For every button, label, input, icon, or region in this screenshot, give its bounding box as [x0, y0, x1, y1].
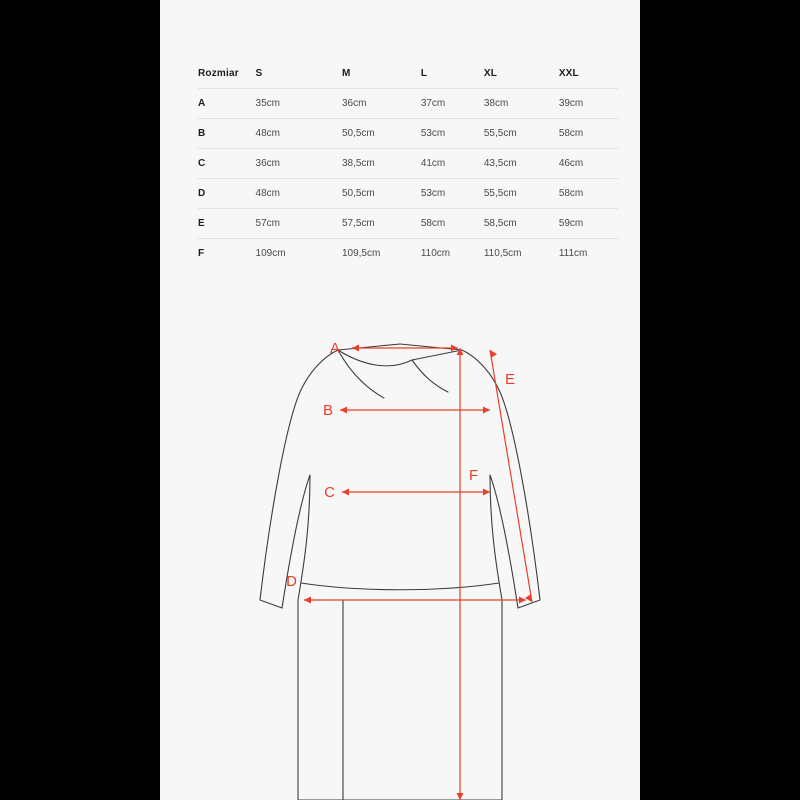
row-label-f: F [198, 239, 256, 269]
column-header-xl: XL [483, 67, 498, 79]
cell-f-xl: 110,5cm [484, 239, 559, 269]
cell-c-xxl: 46cm [559, 149, 618, 179]
column-header-l: L [420, 67, 428, 79]
row-label-a: A [198, 89, 256, 119]
table-row [198, 239, 618, 269]
cell-f-l: 110cm [421, 239, 484, 269]
table-row [198, 119, 618, 149]
table-row [198, 209, 618, 239]
cell-d-xxl: 58cm [559, 179, 618, 209]
cell-a-l: 37cm [421, 89, 484, 119]
cell-e-xxl: 59cm [559, 209, 618, 239]
product-size-chart-sheet [160, 0, 640, 800]
dress-outline-icon [260, 344, 540, 800]
label-f: F [469, 467, 479, 484]
size-chart-table [198, 58, 618, 269]
label-e: E [505, 371, 516, 388]
label-b: B [322, 402, 333, 419]
row-label-b: B [198, 119, 256, 149]
cell-b-l: 53cm [421, 119, 484, 149]
cell-c-s: 36cm [256, 149, 342, 179]
table-row [198, 179, 618, 209]
table-row [198, 89, 618, 119]
cell-a-s: 35cm [256, 89, 342, 119]
measurement-labels [286, 340, 515, 590]
cell-e-xl: 58,5cm [484, 209, 559, 239]
cell-f-xxl: 111cm [559, 239, 618, 269]
cell-c-m: 38,5cm [342, 149, 421, 179]
cell-d-s: 48cm [256, 179, 342, 209]
cell-f-s: 109cm [256, 239, 342, 269]
cell-b-m: 50,5cm [342, 119, 421, 149]
dress-measurement-diagram [160, 300, 640, 800]
cell-c-l: 41cm [421, 149, 484, 179]
cell-a-m: 36cm [342, 89, 421, 119]
cell-d-m: 50,5cm [342, 179, 421, 209]
label-a: A [329, 340, 340, 357]
column-header-xxl: XXL [558, 67, 579, 79]
cell-d-xl: 55,5cm [484, 179, 559, 209]
column-header-m: M [341, 67, 351, 79]
cell-b-s: 48cm [256, 119, 342, 149]
cell-b-xxl: 58cm [559, 119, 618, 149]
cell-b-xl: 55,5cm [484, 119, 559, 149]
label-d: D [286, 573, 297, 590]
table-header [198, 58, 618, 89]
cell-c-xl: 43,5cm [484, 149, 559, 179]
table-row [198, 149, 618, 179]
cell-e-s: 57cm [256, 209, 342, 239]
label-c: C [324, 484, 335, 501]
cell-e-l: 58cm [421, 209, 484, 239]
column-header-s: S [255, 67, 263, 79]
cell-f-m: 109,5cm [342, 239, 421, 269]
row-label-d: D [198, 179, 256, 209]
cell-a-xxl: 39cm [559, 89, 618, 119]
cell-e-m: 57,5cm [342, 209, 421, 239]
table-header-row [198, 58, 618, 89]
cell-a-xl: 38cm [484, 89, 559, 119]
row-label-e: E [198, 209, 256, 239]
table-body [198, 89, 618, 269]
column-header-rozmiar: Rozmiar [198, 67, 239, 79]
cell-d-l: 53cm [421, 179, 484, 209]
row-label-c: C [198, 149, 256, 179]
